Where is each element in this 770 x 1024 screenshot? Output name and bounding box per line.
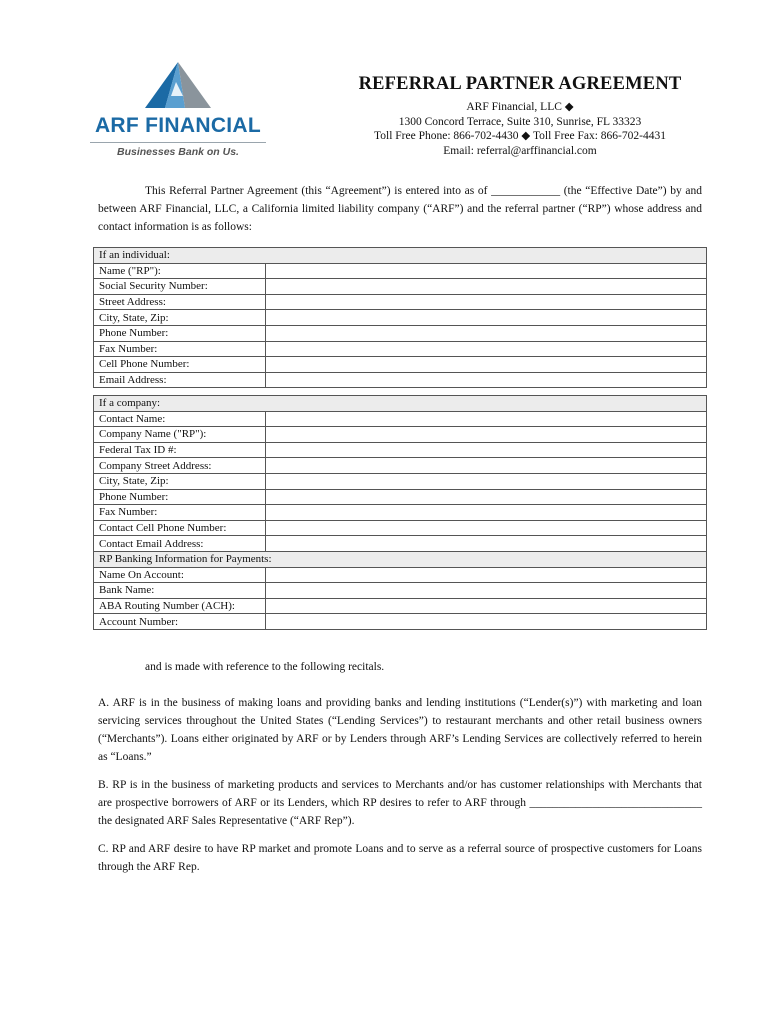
field-label: Name On Account:	[94, 567, 266, 583]
table-row	[94, 427, 707, 443]
field-label: Federal Tax ID #:	[94, 442, 266, 458]
header-phones: Toll Free Phone: 866-702-4430 ◆ Toll Free Fax: 866-702-4431	[374, 130, 666, 142]
recital-c: C. RP and ARF desire to have RP market and promote Loans and to serve as a referral source of prospective customers for Loans through the ARF Rep.	[98, 843, 702, 873]
contact-cell-phone-field[interactable]	[266, 520, 707, 536]
table-row	[94, 583, 707, 599]
header-email: Email: referral@arffinancial.com	[443, 144, 597, 157]
table-row	[94, 341, 707, 357]
recital-b: B. RP is in the business of marketing products and services to Merchants and/or has customer relationships with Merchants that are prospective borrowers of ARF or its Lenders, which RP desires to refer to ARF through ______________________________ the designated ARF Sales Representative (“ARF Rep”).	[98, 779, 702, 827]
name-on-account-field[interactable]	[266, 567, 707, 583]
table-row	[94, 357, 707, 373]
banking-header: RP Banking Information for Payments:	[94, 551, 707, 567]
bank-name-field[interactable]	[266, 583, 707, 599]
individual-header: If an individual:	[94, 248, 707, 264]
intro-paragraph: This Referral Partner Agreement (this “Agreement”) is entered into as of ____________ (the “Effective Date”) by and between ARF Financial, LLC, a California limited liability company (“ARF”) and the referral partner (“RP”) whose address and contact information is as follows:	[98, 185, 702, 233]
account-number-field[interactable]	[266, 614, 707, 630]
company-header: If a company:	[94, 396, 707, 412]
individual-info-table	[93, 247, 707, 388]
header-address: 1300 Concord Terrace, Suite 310, Sunrise, FL 33323	[398, 115, 642, 128]
field-label: City, State, Zip:	[94, 473, 266, 489]
city-state-zip-field[interactable]	[266, 310, 707, 326]
table-section-header	[94, 396, 707, 412]
phone-field[interactable]	[266, 325, 707, 341]
aba-routing-field[interactable]	[266, 598, 707, 614]
field-label: Social Security Number:	[94, 279, 266, 295]
logo-divider	[90, 142, 266, 143]
table-row	[94, 473, 707, 489]
table-row	[94, 442, 707, 458]
field-label: Contact Name:	[94, 411, 266, 427]
field-label: ABA Routing Number (ACH):	[94, 598, 266, 614]
contact-name-field[interactable]	[266, 411, 707, 427]
field-label: Bank Name:	[94, 583, 266, 599]
field-label: Phone Number:	[94, 325, 266, 341]
table-row	[94, 536, 707, 552]
company-city-state-zip-field[interactable]	[266, 473, 707, 489]
table-row	[94, 458, 707, 474]
rp-name-field[interactable]	[266, 263, 707, 279]
table-row	[94, 294, 707, 310]
ssn-field[interactable]	[266, 279, 707, 295]
recital-a: A. ARF is in the business of making loans and providing banks and lending institutions (“Lender(s)”) with marketing and loan servicing services throughout the United States (“Lending Services”) to restaurant merchants and other retail business owners (“Merchants”). Loans either originated by ARF or by Lenders through ARF’s Lending Services are collectively referred to herein as “Loans.”	[98, 697, 702, 763]
table-section-header	[94, 551, 707, 567]
table-row	[94, 567, 707, 583]
field-label: Company Street Address:	[94, 458, 266, 474]
contact-email-field[interactable]	[266, 536, 707, 552]
field-label: City, State, Zip:	[94, 310, 266, 326]
company-info-table	[93, 395, 707, 630]
table-row	[94, 614, 707, 630]
field-label: Fax Number:	[94, 505, 266, 521]
logo-tagline: Businesses Bank on Us.	[117, 146, 239, 158]
field-label: Email Address:	[94, 372, 266, 388]
field-label: Street Address:	[94, 294, 266, 310]
table-row	[94, 411, 707, 427]
federal-tax-id-field[interactable]	[266, 442, 707, 458]
document-title: REFERRAL PARTNER AGREEMENT	[358, 74, 682, 94]
field-label: Contact Cell Phone Number:	[94, 520, 266, 536]
table-row	[94, 520, 707, 536]
arf-logo	[88, 60, 268, 160]
table-row	[94, 489, 707, 505]
field-label: Account Number:	[94, 614, 266, 630]
field-label: Name ("RP"):	[94, 263, 266, 279]
table-row	[94, 279, 707, 295]
field-label: Contact Email Address:	[94, 536, 266, 552]
table-row	[94, 598, 707, 614]
cell-phone-field[interactable]	[266, 357, 707, 373]
recitals-intro: and is made with reference to the following recitals.	[145, 661, 385, 673]
table-section-header	[94, 248, 707, 264]
field-label: Phone Number:	[94, 489, 266, 505]
street-address-field[interactable]	[266, 294, 707, 310]
field-label: Cell Phone Number:	[94, 357, 266, 373]
table-row	[94, 505, 707, 521]
fax-field[interactable]	[266, 341, 707, 357]
document-header	[330, 74, 710, 158]
logo-name: ARF FINANCIAL	[94, 114, 262, 137]
table-row	[94, 325, 707, 341]
company-fax-field[interactable]	[266, 505, 707, 521]
table-row	[94, 310, 707, 326]
arf-triangle-logo-icon	[143, 60, 213, 110]
header-company: ARF Financial, LLC ◆	[466, 101, 574, 113]
email-field[interactable]	[266, 372, 707, 388]
company-phone-field[interactable]	[266, 489, 707, 505]
company-name-field[interactable]	[266, 427, 707, 443]
table-row	[94, 372, 707, 388]
table-row	[94, 263, 707, 279]
field-label: Company Name ("RP"):	[94, 427, 266, 443]
field-label: Fax Number:	[94, 341, 266, 357]
company-street-address-field[interactable]	[266, 458, 707, 474]
